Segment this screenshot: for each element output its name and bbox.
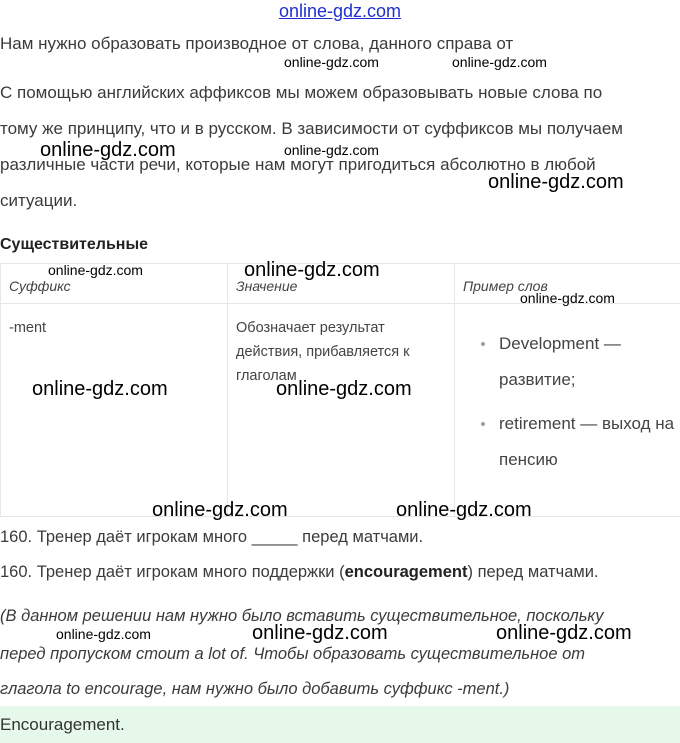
answer-prefix: 160. Тренер даёт игрокам много поддержки ( xyxy=(0,563,345,581)
answer-suffix: ) перед матчами. xyxy=(467,563,599,581)
explanation-line-2: перед пропуском стоит a lot of. Чтобы образовать существительное от xyxy=(0,645,586,663)
intro-line-3: тому же принципу, что и в русском. В зависимости от суффиксов мы получаем xyxy=(0,119,623,138)
watermark: online-gdz.com xyxy=(520,290,615,306)
list-item: retirement — выход на пенсию xyxy=(475,406,679,478)
cell-examples xyxy=(455,304,680,517)
watermark: online-gdz.com xyxy=(488,171,624,193)
header-suffix: Суффикс xyxy=(1,264,228,304)
watermark: online-gdz.com xyxy=(56,626,151,642)
watermark: online-gdz.com xyxy=(252,622,388,644)
watermark: online-gdz.com xyxy=(284,54,379,70)
watermark: online-gdz.com xyxy=(396,499,532,521)
watermark: online-gdz.com xyxy=(32,378,168,400)
task-question: 160. Тренер даёт игрокам много _____ перед матчами. xyxy=(0,528,424,546)
watermark: online-gdz.com xyxy=(48,262,143,278)
task-answer xyxy=(0,563,599,582)
final-answer: Encouragement. xyxy=(0,715,125,734)
explanation-line-1: (В данном решении нам нужно было вставить существительное, поскольку xyxy=(0,607,604,625)
header-examples: Пример слов xyxy=(455,264,680,304)
intro-line-2: С помощью английских аффиксов мы можем образовывать новые слова по xyxy=(0,83,603,102)
watermark: online-gdz.com xyxy=(496,622,632,644)
intro-line-4: различные части речи, которые нам могут пригодиться абсолютно в любой xyxy=(0,155,596,174)
section-heading: Существительные xyxy=(0,236,149,253)
list-item: Development — развитие; xyxy=(475,326,659,398)
watermark: online-gdz.com xyxy=(244,259,380,281)
examples-list xyxy=(475,326,680,478)
cell-suffix: -ment xyxy=(1,304,228,517)
watermark: online-gdz.com xyxy=(276,378,412,400)
answer-word: encouragement xyxy=(344,563,468,581)
final-answer-box xyxy=(0,706,680,743)
explanation-line-3: глагола to encourage, нам нужно было добавить суффикс -ment.) xyxy=(0,680,510,698)
cell-meaning: Обозначает результат действия, прибавляется к глаголам xyxy=(228,304,455,517)
watermark: online-gdz.com xyxy=(452,54,547,70)
site-header-link[interactable]: online-gdz.com xyxy=(278,1,402,21)
watermark: online-gdz.com xyxy=(152,499,288,521)
watermark: online-gdz.com xyxy=(284,142,379,158)
watermark: online-gdz.com xyxy=(40,139,176,161)
intro-line-5: ситуации. xyxy=(0,191,78,210)
intro-line-1: Нам нужно образовать производное от слова, данного справа от xyxy=(0,34,514,53)
table-row xyxy=(1,304,680,517)
header-meaning: Значение xyxy=(228,264,455,304)
